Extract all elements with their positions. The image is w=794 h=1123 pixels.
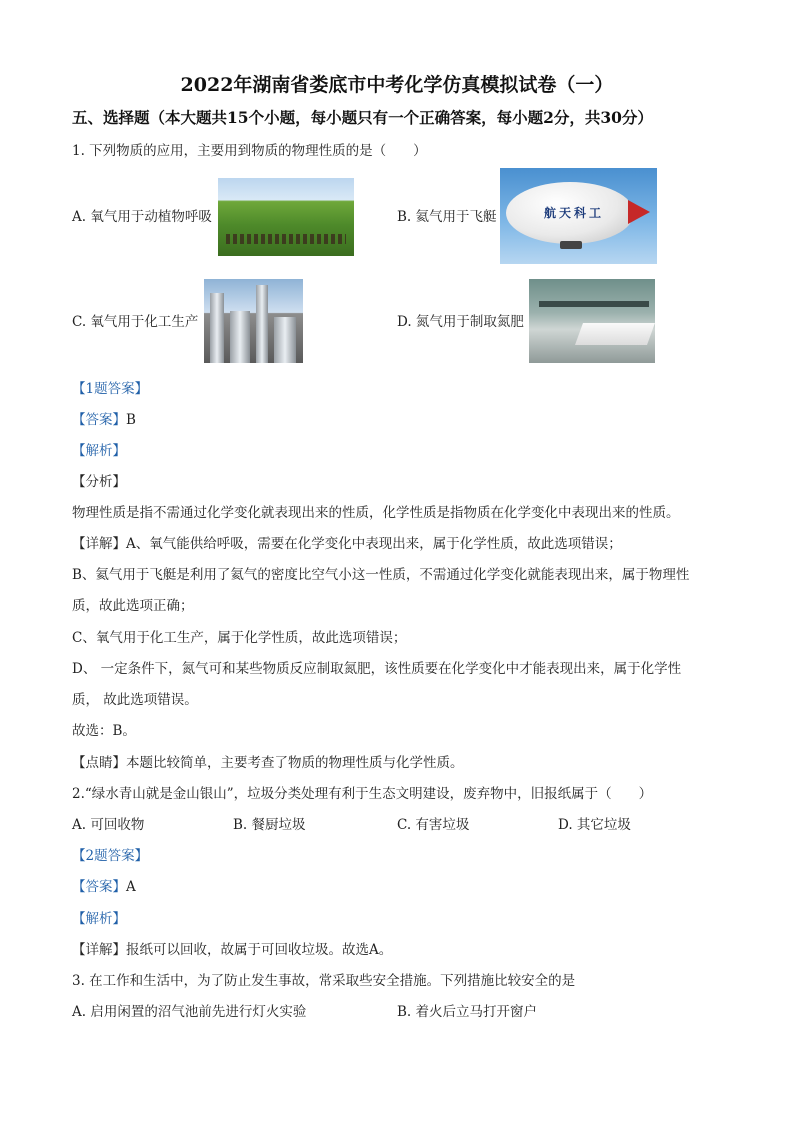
q1-stem: 1. 下列物质的应用，主要用到物质的物理性质的是（ ）	[72, 143, 427, 159]
q1-option-c: C. 氧气用于化工生产	[72, 314, 199, 330]
q1-option-a: A. 氧气用于动植物呼吸	[72, 209, 212, 225]
q2-answer-header: 【2题答案】	[72, 848, 149, 864]
q1-option-d: D. 氮气用于制取氮肥	[397, 314, 524, 330]
section-heading: 五、选择题（本大题共15个小题，每小题只有一个正确答案，每小题2分，共30分）	[72, 108, 653, 127]
q2-detail: 【详解】报纸可以回收，故属于可回收垃圾。故选A。	[72, 942, 393, 958]
q2-option-b: B. 餐厨垃圾	[233, 817, 306, 833]
q1-analysis-tag: 【解析】	[72, 443, 126, 459]
q1-option-b: B. 氦气用于飞艇	[397, 209, 497, 225]
q2-option-c: C. 有害垃圾	[397, 817, 470, 833]
q2-answer: 【答案】A	[72, 879, 136, 895]
factory-photo	[529, 279, 655, 363]
q1-detail-line: 【详解】A、氧气能供给呼吸，需要在化学变化中表现出来，属于化学性质，故此选项错误；	[72, 536, 622, 552]
airship-lettering: 航天科工	[544, 206, 605, 220]
q1-comment: 【点睛】本题比较简单，主要考查了物质的物理性质与化学性质。	[72, 755, 464, 771]
q2-option-a: A. 可回收物	[72, 817, 145, 833]
q3-stem: 3. 在工作和生活中，为了防止发生事故，常采取些安全措施。下列措施比较安全的是	[72, 973, 576, 989]
q1-choice: 故选：B。	[72, 723, 136, 739]
q1-fenxi-tag: 【分析】	[72, 474, 126, 490]
airship-photo	[500, 168, 657, 264]
q1-answer-header: 【1题答案】	[72, 381, 149, 397]
grassland-photo	[218, 178, 354, 256]
page-title: 2022年湖南省娄底市中考化学仿真模拟试卷（一）	[180, 74, 614, 96]
q1-detail-line: 质， 故此选项错误。	[72, 692, 198, 708]
q2-option-d: D. 其它垃圾	[558, 817, 631, 833]
q2-analysis-tag: 【解析】	[72, 911, 126, 927]
q3-option-b: B. 着火后立马打开窗户	[397, 1004, 538, 1020]
q1-detail-line: 质，故此选项正确；	[72, 598, 194, 614]
q1-fenxi-text: 物理性质是指不需通过化学变化就表现出来的性质，化学性质是指物质在化学变化中表现出来的性质。	[72, 505, 680, 521]
chemical-plant-photo	[204, 279, 303, 363]
q1-detail-line: C、氧气用于化工生产，属于化学性质，故此选项错误；	[72, 630, 407, 646]
q2-stem: 2.“绿水青山就是金山银山”，垃圾分类处理有利于生态文明建设，废弃物中，旧报纸属于（ ）	[72, 786, 653, 802]
q1-detail-line: D、 一定条件下，氮气可和某些物质反应制取氮肥，该性质要在化学变化中才能表现出来，属于化学性	[72, 661, 682, 677]
q3-option-a: A. 启用闲置的沼气池前先进行灯火实验	[72, 1004, 307, 1020]
q1-detail-line: B、氦气用于飞艇是利用了氦气的密度比空气小这一性质，不需通过化学变化就能表现出来，属于物理性	[72, 567, 690, 583]
q1-answer: 【答案】B	[72, 412, 136, 428]
